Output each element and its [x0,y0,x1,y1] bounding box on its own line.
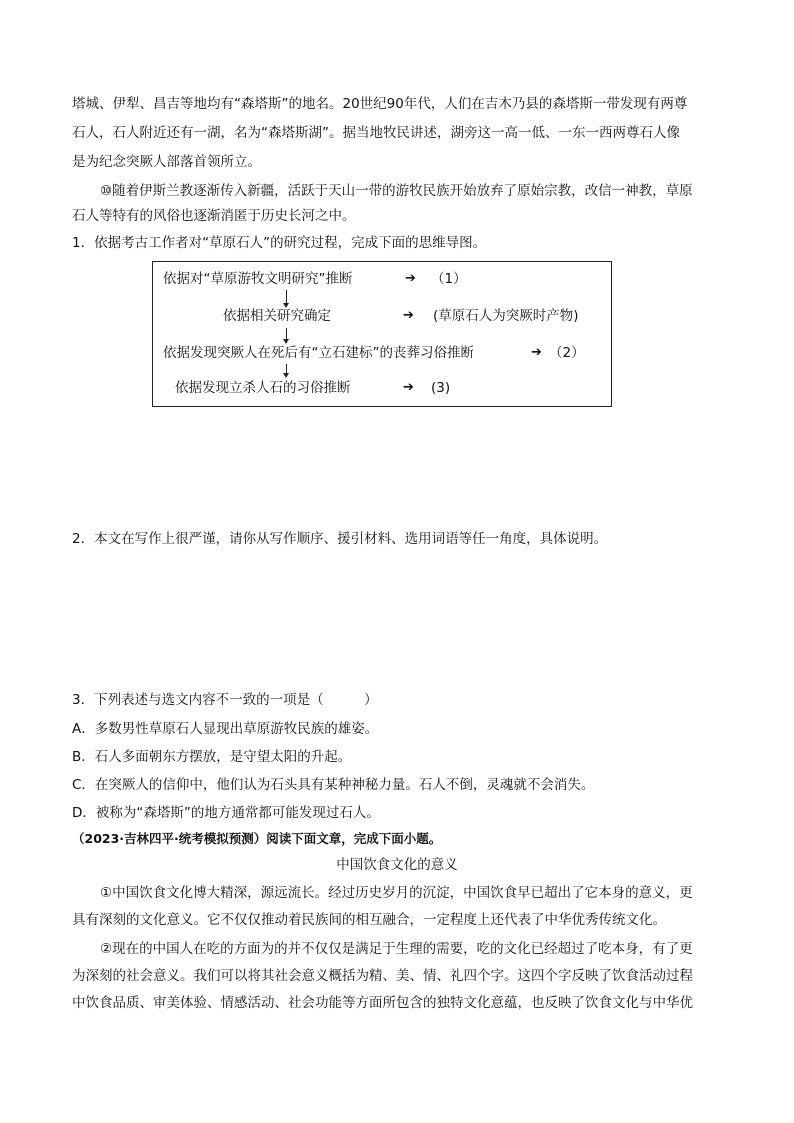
article-paragraph-2-line: ②现在的中国人在吃的方面为的并不仅仅是满足于生理的需要，吃的文化已经超过了吃本身，有了更 [100,941,693,957]
arrow-down-icon [286,364,287,374]
mind-map-step-4: 依据发现立杀人石的习俗推断 [175,380,351,396]
mind-map-result-2: (草原石人为突厥时产物) [433,308,579,324]
paragraph-10-line: 石人等特有的风俗也逐渐消匿于历史长河之中。 [72,208,356,224]
arrow-right-icon: ➔ [531,345,542,360]
arrow-down-icon [286,328,287,340]
section-source: （2023·吉林四平·统考模拟预测）阅读下面文章，完成下面小题。 [72,831,442,846]
article-title: 中国饮食文化的意义 [336,857,458,873]
article-paragraph-2-line: 为深刻的社会意义。我们可以将其社会意义概括为精、美、情、礼四个字。这四个字反映了饮食活动过程 [72,968,693,984]
passage-line: 是为纪念突厥人部落首领所立。 [72,154,261,170]
arrow-down-icon [286,290,287,304]
article-paragraph-1-line: 具有深刻的文化意义。它不仅仅推动着民族间的相互融合，一定程度上还代表了中华优秀传统文化。 [72,912,666,928]
option-b[interactable]: B．石人多面朝东方摆放，是守望太阳的升起。 [72,749,352,765]
passage-line: 石人，石人附近还有一湖，名为“森塔斯湖”。据当地牧民讲述，湖旁这一高一低、一东一西两尊石人像 [72,125,680,141]
mind-map-step-2: 依据相关研究确定 [223,308,331,324]
article-paragraph-2-line: 中饮食品质、审美体验、情感活动、社会功能等方面所包含的独特文化意蕴，也反映了饮食文化与中华优 [72,995,693,1011]
arrow-right-icon: ➔ [405,271,416,286]
passage-line: 塔城、伊犁、昌吉等地均有“森塔斯”的地名。20世纪90年代，人们在吉木乃县的森塔斯一带发现有两尊 [72,96,688,112]
article-paragraph-1-line: ①中国饮食文化博大精深，源远流长。经过历史岁月的沉淀，中国饮食早已超出了它本身的意义，更 [100,885,693,901]
mind-map [152,261,612,407]
mind-map-step-1: 依据对“草原游牧文明研究”推断 [163,271,353,287]
mind-map-result-3[interactable]: （2） [549,345,585,361]
mind-map-result-1[interactable]: （1） [431,271,467,287]
question-2-prompt: 2．本文在写作上很严谨，请你从写作顺序、援引材料、选用词语等任一角度，具体说明。 [72,531,608,547]
arrow-right-icon: ➔ [403,308,414,323]
question-1-prompt: 1．依据考古工作者对“草原石人”的研究过程，完成下面的思维导图。 [72,235,487,251]
mind-map-result-4[interactable]: (3) [431,380,451,396]
paragraph-10-line: ⑩随着伊斯兰教逐渐传入新疆，活跃于天山一带的游牧民族开始放弃了原始宗教，改信一神教，草原 [100,183,693,199]
option-c[interactable]: C．在突厥人的信仰中，他们认为石头具有某种神秘力量。石人不倒，灵魂就不会消失。 [72,777,595,793]
option-a[interactable]: A．多数男性草原石人显现出草原游牧民族的雄姿。 [72,721,379,737]
question-3-prompt: 3．下列表述与选文内容不一致的一项是（ ） [72,692,378,708]
option-d[interactable]: D．被称为“森塔斯”的地方通常都可能发现过石人。 [72,805,380,821]
mind-map-step-3: 依据发现突厥人在死后有“立石建标”的丧葬习俗推断 [163,345,474,361]
arrow-right-icon: ➔ [403,380,414,395]
